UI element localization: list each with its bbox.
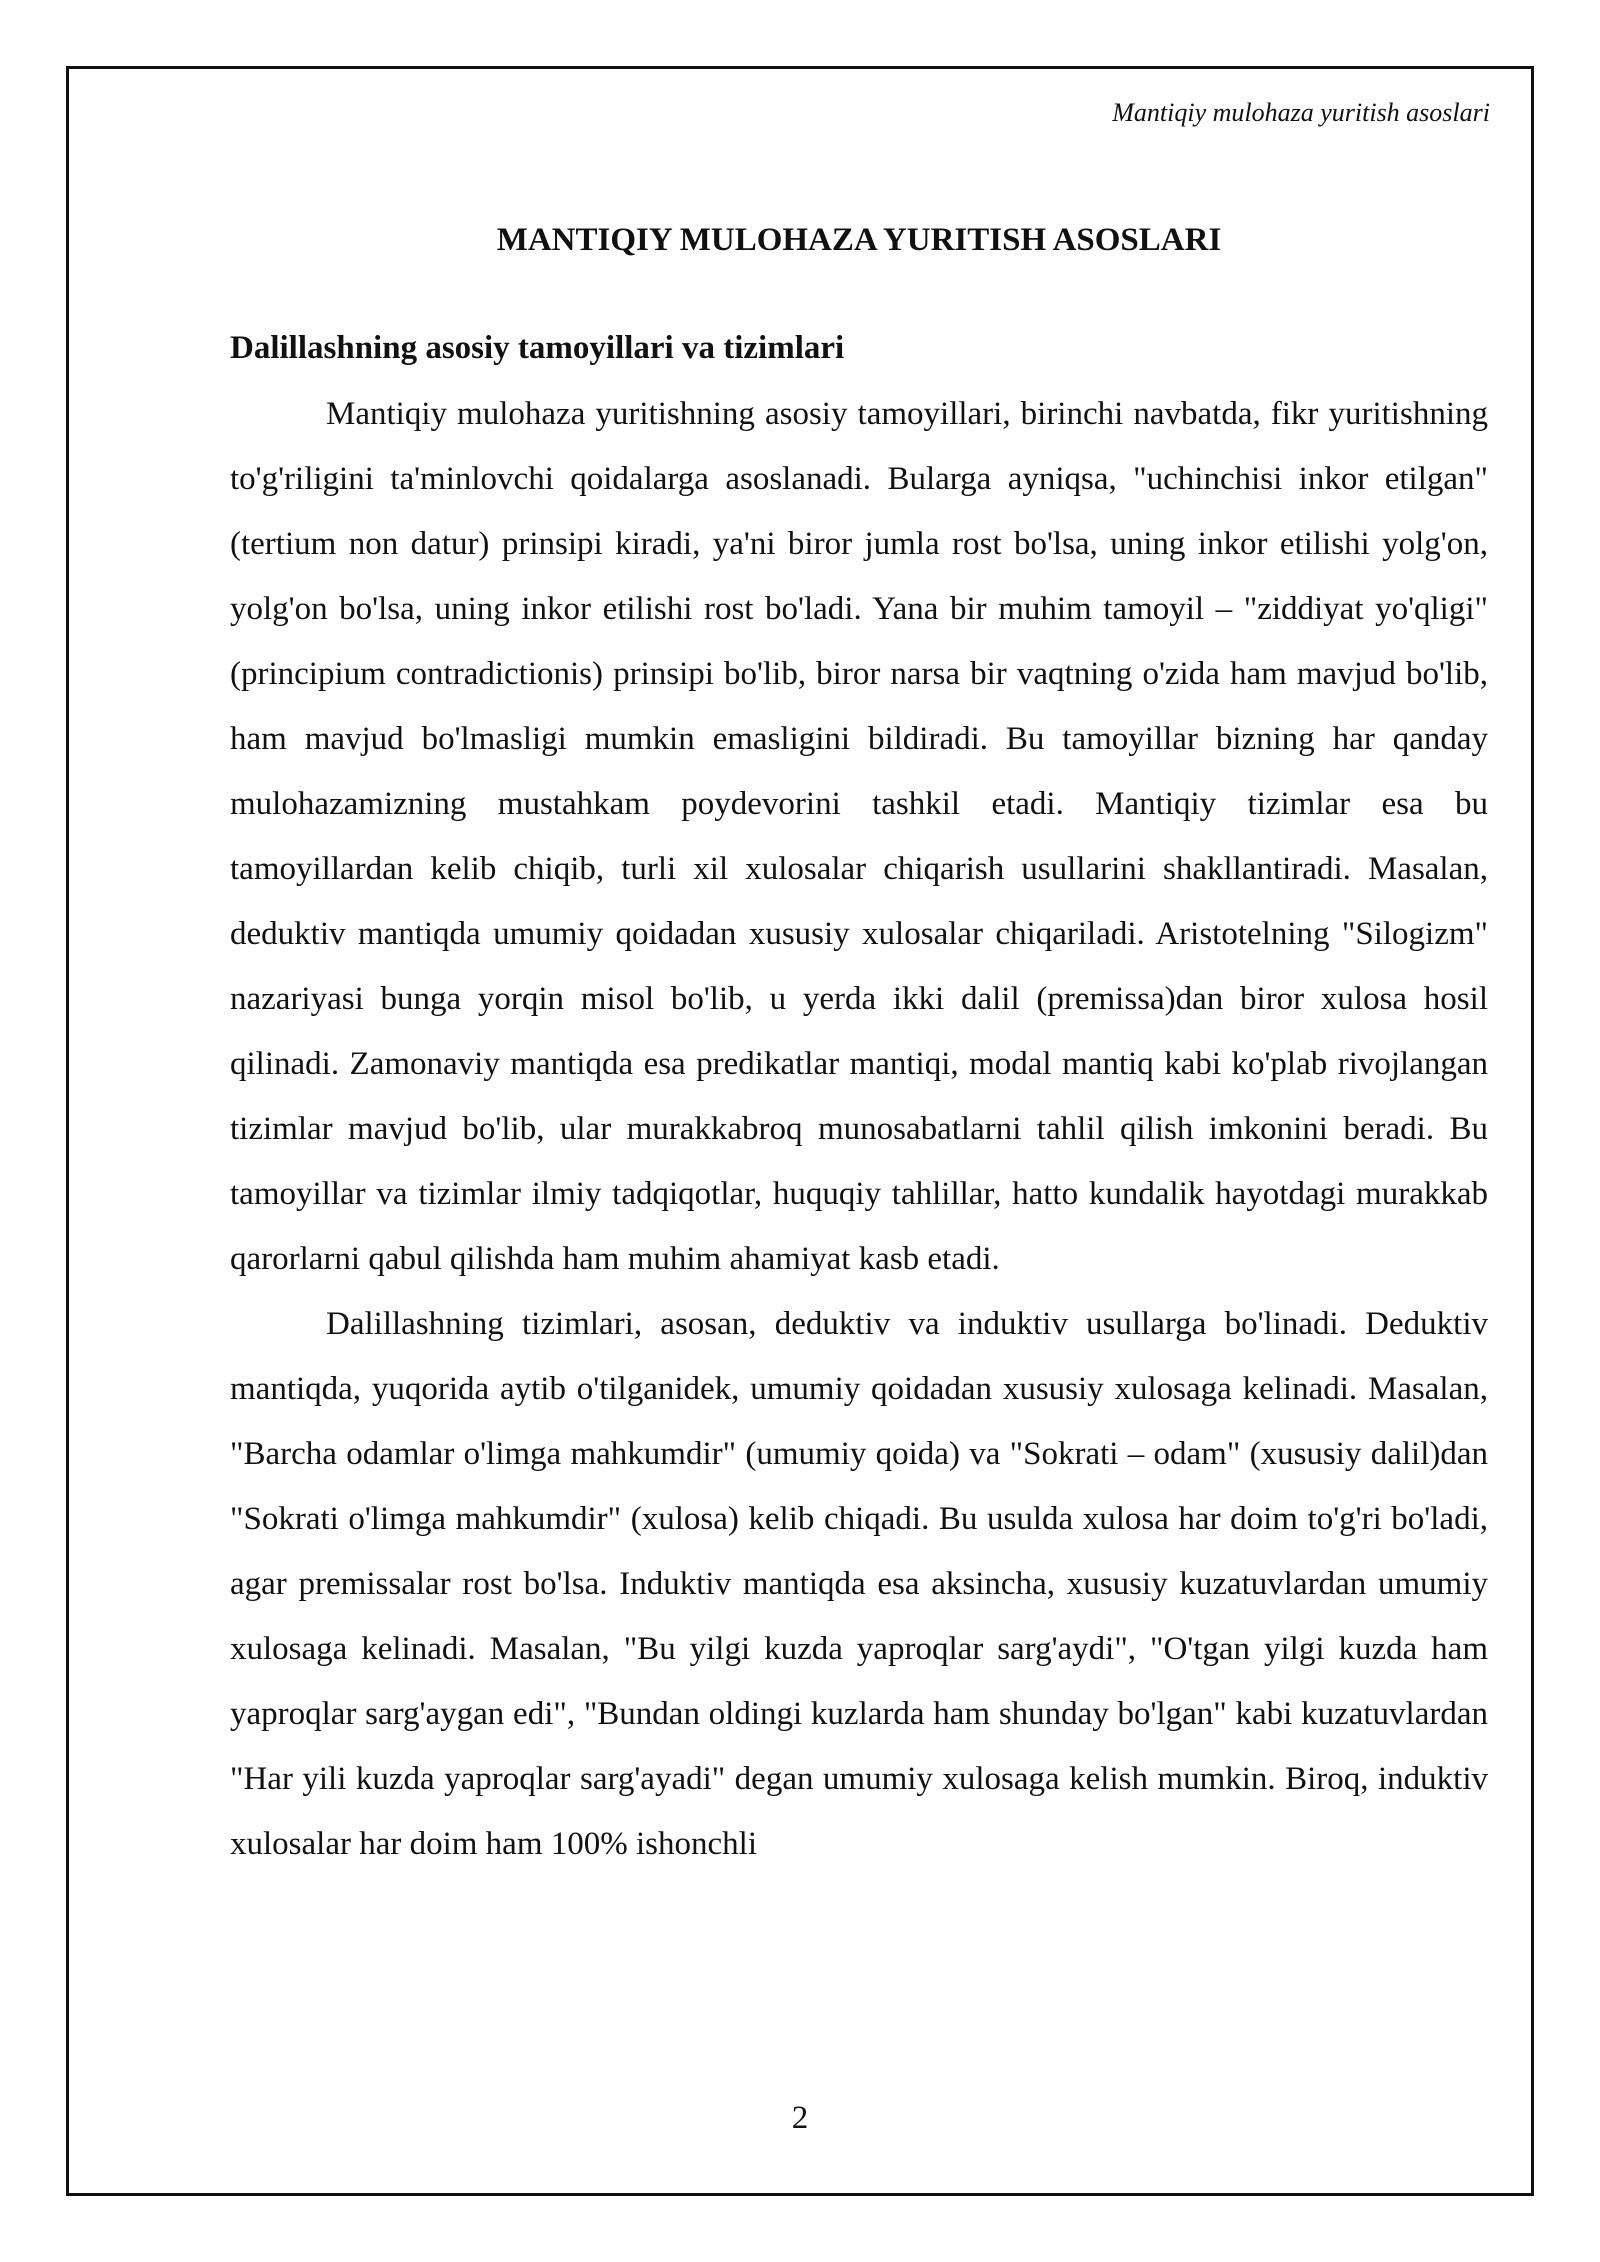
page-number: 2 [791,2100,809,2136]
document-body [230,210,1488,1877]
section-heading: Dalillashning asosiy tamoyillari va tizimlari [230,330,845,366]
paragraph-1: Mantiqiy mulohaza yuritishning asosiy tamoyillari, birinchi navbatda, fikr yuritishning to'g'riligini ta'minlovchi qoidalarga asoslanadi. Bularga ayniqsa, "uchinchisi inkor etilgan" (tertium non datur) prinsipi kiradi, ya'ni biror jumla rost bo'lsa, uning inkor etilishi yolg'on, yolg'on bo'lsa, uning inkor etilishi rost bo'ladi. Yana bir muhim tamoyil – "ziddiyat yo'qligi" (principium contradictionis) prinsipi bo'lib, biror narsa bir vaqtning o'zida ham mavjud bo'lib, ham mavjud bo'lmasligi mumkin emasligini bildiradi. Bu tamoyillar bizning har qanday mulohazamizning mustahkam poydevorini tashkil etadi. Mantiqiy tizimlar esa bu tamoyillardan kelib chiqib, turli xil xulosalar chiqarish usullarini shakllantiradi. Masalan, deduktiv mantiqda umumiy qoidadan xususiy xulosalar chiqariladi. Aristotelning "Silogizm" nazariyasi bunga yorqin misol bo'lib, u yerda ikki dalil (premissa)dan biror xulosa hosil qilinadi. Zamonaviy mantiqda esa predikatlar mantiqi, modal mantiq kabi ko'plab rivojlangan tizimlar mavjud bo'lib, ular murakkabroq munosabatlarni tahlil qilish imkonini beradi. Bu tamoyillar va tizimlar ilmiy tadqiqotlar, huquqiy tahlillar, hatto kundalik hayotdagi murakkab qarorlarni qabul qilishda ham muhim ahamiyat kasb etadi. [230,396,1488,1277]
running-header: Mantiqiy mulohaza yuritish asoslari [1112,98,1490,127]
document-title: MANTIQIY MULOHAZA YURITISH ASOSLARI [496,222,1222,258]
paragraph-2: Dalillashning tizimlari, asosan, deduktiv va induktiv usullarga bo'linadi. Deduktiv mantiqda, yuqorida aytib o'tilganidek, umumiy qoidadan xususiy xulosaga kelinadi. Masalan, "Barcha odamlar o'limga mahkumdir" (umumiy qoida) va "Sokrati – odam" (xususiy dalil)dan "Sokrati o'limga mahkumdir" (xulosa) kelib chiqadi. Bu usulda xulosa har doim to'g'ri bo'ladi, agar premissalar rost bo'lsa. Induktiv mantiqda esa aksincha, xususiy kuzatuvlardan umumiy xulosaga kelinadi. Masalan, "Bu yilgi kuzda yaproqlar sarg'aydi", "O'tgan yilgi kuzda ham yaproqlar sarg'aygan edi", "Bundan oldingi kuzlarda ham shunday bo'lgan" kabi kuzatuvlardan "Har yili kuzda yaproqlar sarg'ayadi" degan umumiy xulosaga kelish mumkin. Biroq, induktiv xulosalar har doim ham 100% ishonchli [230,1306,1488,1862]
